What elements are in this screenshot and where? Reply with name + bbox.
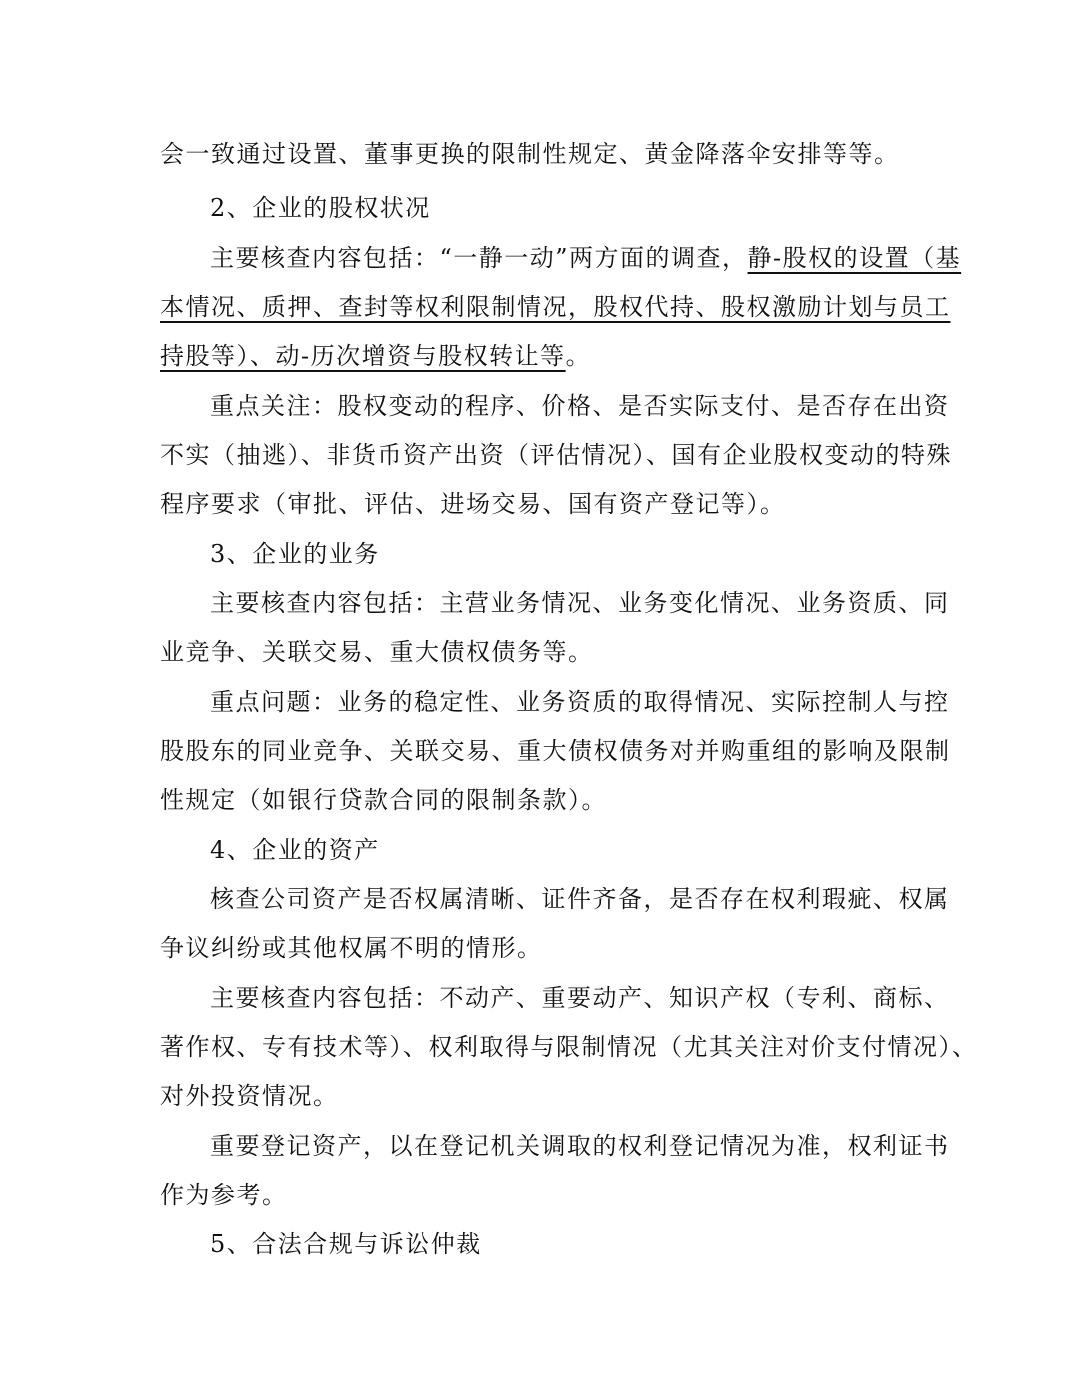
line-text: 股股东的同业竞争、关联交易、重大债权债务对并购重组的影响及限制	[160, 737, 951, 765]
paragraph-line	[160, 287, 951, 327]
paragraph-line	[210, 583, 950, 623]
line-text: 不实（抽逃）、非货币资产出资（评估情况）、国有企业股权变动的特殊	[160, 441, 952, 469]
paragraph-line	[160, 1175, 288, 1215]
line-text: 重点关注：股权变动的程序、价格、是否实际支付、是否存在出资	[210, 392, 950, 420]
paragraph-line	[160, 731, 951, 771]
paragraph-line	[210, 1126, 950, 1166]
paragraph-line	[210, 386, 950, 426]
heading-text: 4、企业的资产	[210, 836, 380, 864]
line-text: 重点问题：业务的稳定性、业务资质的取得情况、实际控制人与控	[210, 688, 950, 716]
heading-text: 2、企业的股权状况	[210, 194, 431, 222]
paragraph-line	[210, 879, 950, 919]
paragraph-line	[160, 484, 786, 524]
heading-text: 3、企业的业务	[210, 540, 380, 568]
underlined-text: 本情况、质押、查封等权利限制情况，股权代持、股权激励计划与员工	[160, 293, 951, 321]
section-heading-equity	[210, 188, 431, 228]
line-text: 业竞争、关联交易、重大债权债务等。	[160, 638, 594, 666]
paragraph-line	[160, 435, 952, 475]
section-heading-compliance	[210, 1224, 482, 1264]
line-text: 重要登记资产，以在登记机关调取的权利登记情况为准，权利证书	[210, 1132, 950, 1160]
paragraph-line	[160, 780, 607, 820]
section-heading-business	[210, 534, 380, 574]
line-text: 著作权、专有技术等）、权利取得与限制情况（尤其关注对价支付情况）、	[160, 1033, 978, 1061]
underlined-text: 动-历次增资与股权转让等	[275, 342, 566, 370]
paragraph-line	[210, 238, 961, 278]
section-heading-assets	[210, 830, 380, 870]
paragraph-line	[210, 978, 950, 1018]
line-text: 会一致通过设置、董事更换的限制性规定、黄金降落伞安排等等。	[160, 140, 900, 168]
paragraph-line	[160, 1076, 339, 1116]
paragraph-line	[160, 336, 591, 376]
paragraph-line	[160, 928, 543, 968]
line-text: 核查公司资产是否权属清晰、证件齐备，是否存在权利瑕疵、权属	[210, 885, 950, 913]
underlined-text: 持股等）、	[160, 342, 276, 370]
paragraph-line	[210, 682, 950, 722]
paragraph-line	[160, 134, 900, 174]
line-text: 。	[565, 342, 592, 370]
line-text: 争议纠纷或其他权属不明的情形。	[160, 934, 543, 962]
line-text: 主要核查内容包括：“一静一动”两方面的调查，	[210, 244, 748, 272]
line-text: 性规定（如银行贷款合同的限制条款）。	[160, 786, 607, 814]
line-text: 程序要求（审批、评估、进场交易、国有资产登记等）。	[160, 490, 786, 518]
line-text: 作为参考。	[160, 1181, 288, 1209]
line-text: 主要核查内容包括：不动产、重要动产、知识产权（专利、商标、	[210, 984, 950, 1012]
underlined-text: 静-股权的设置（基	[747, 244, 962, 272]
line-text: 主要核查内容包括：主营业务情况、业务变化情况、业务资质、同	[210, 589, 950, 617]
paragraph-line	[160, 632, 594, 672]
line-text: 对外投资情况。	[160, 1082, 339, 1110]
paragraph-line	[160, 1027, 978, 1067]
heading-text: 5、合法合规与诉讼仲裁	[210, 1230, 482, 1258]
